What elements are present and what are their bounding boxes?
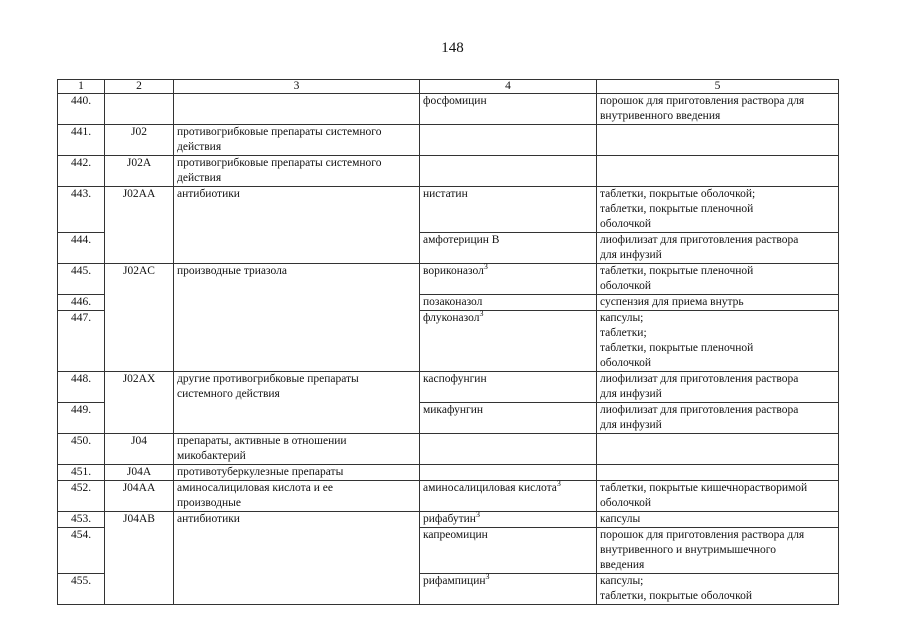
footnote-mark: 3 — [479, 309, 484, 319]
table-row — [58, 372, 839, 403]
atc-code: J04AB — [105, 512, 174, 605]
table-row — [58, 94, 839, 125]
row-number: 451. — [58, 465, 105, 481]
drug-name: каспофунгин — [420, 372, 597, 403]
atc-code: J02A — [105, 156, 174, 187]
dosage-forms — [597, 187, 839, 233]
atc-code: J02AA — [105, 187, 174, 264]
dosage-forms — [597, 512, 839, 528]
table-row — [58, 465, 839, 481]
row-number: 445. — [58, 264, 105, 295]
atc-code: J02 — [105, 125, 174, 156]
dosage-form-line: внутривенного введения — [600, 110, 721, 122]
drug-name-text: вориконазол — [423, 265, 484, 277]
dosage-forms — [597, 311, 839, 372]
group-line: аминосалициловая кислота и ее — [177, 482, 333, 494]
drug-name: позаконазол — [420, 295, 597, 311]
table-row — [58, 434, 839, 465]
atc-code: J02AC — [105, 264, 174, 372]
dosage-forms — [597, 465, 839, 481]
dosage-forms — [597, 233, 839, 264]
row-number: 440. — [58, 94, 105, 125]
drug-name-text: рифампицин — [423, 575, 486, 587]
group-name — [174, 156, 420, 187]
drug-name — [420, 264, 597, 295]
atc-code: J04AA — [105, 481, 174, 512]
dosage-form-line: оболочкой — [600, 497, 652, 509]
row-number: 447. — [58, 311, 105, 372]
group-name: производные триазола — [174, 264, 420, 372]
dosage-forms — [597, 156, 839, 187]
row-number: 454. — [58, 528, 105, 574]
group-name — [174, 372, 420, 434]
dosage-form-line: капсулы; — [600, 312, 644, 324]
group-name: антибиотики — [174, 187, 420, 264]
footnote-mark: 3 — [475, 510, 480, 520]
dosage-forms — [597, 295, 839, 311]
dosage-form-line: для инфузий — [600, 249, 662, 261]
dosage-forms — [597, 372, 839, 403]
atc-code: J02AX — [105, 372, 174, 434]
group-name — [174, 94, 420, 125]
dosage-form-line: таблетки, покрытые кишечнорастворимой — [600, 482, 808, 494]
dosage-form-line: лиофилизат для приготовления раствора — [600, 234, 799, 246]
drug-name — [420, 481, 597, 512]
dosage-forms — [597, 264, 839, 295]
header-row — [58, 80, 839, 94]
dosage-form-line: капсулы; — [600, 575, 644, 587]
drug-name: амфотерицин В — [420, 233, 597, 264]
atc-code: J04A — [105, 465, 174, 481]
group-line: системного действия — [177, 388, 280, 400]
group-line: действия — [177, 172, 222, 184]
table-row — [58, 481, 839, 512]
group-line: противогрибковые препараты системного — [177, 126, 382, 138]
group-name: антибиотики — [174, 512, 420, 605]
drug-table — [57, 79, 839, 605]
drug-name: фосфомицин — [420, 94, 597, 125]
drug-name: капреомицин — [420, 528, 597, 574]
row-number: 443. — [58, 187, 105, 233]
header-cell-3: 3 — [174, 80, 420, 94]
dosage-form-line: для инфузий — [600, 388, 662, 400]
header-cell-4: 4 — [420, 80, 597, 94]
header-cell-1: 1 — [58, 80, 105, 94]
drug-name — [420, 311, 597, 372]
row-number: 452. — [58, 481, 105, 512]
drug-name — [420, 574, 597, 605]
drug-name-text: аминосалициловая кислота — [423, 482, 557, 494]
atc-code: J04 — [105, 434, 174, 465]
row-number: 448. — [58, 372, 105, 403]
group-line: препараты, активные в отношении — [177, 435, 347, 447]
row-number: 446. — [58, 295, 105, 311]
row-number: 450. — [58, 434, 105, 465]
dosage-form-line: суспензия для приема внутрь — [600, 296, 744, 308]
dosage-form-line: оболочкой — [600, 280, 652, 292]
row-number: 455. — [58, 574, 105, 605]
table-row — [58, 187, 839, 233]
footnote-mark: 3 — [556, 479, 561, 489]
dosage-form-line: оболочкой — [600, 218, 652, 230]
group-line: другие противогрибковые препараты — [177, 373, 359, 385]
dosage-forms — [597, 574, 839, 605]
dosage-form-line: оболочкой — [600, 357, 652, 369]
drug-name-text: рифабутин — [423, 513, 476, 525]
table-row — [58, 264, 839, 295]
dosage-form-line: таблетки; — [600, 327, 647, 339]
drug-name — [420, 156, 597, 187]
row-number: 444. — [58, 233, 105, 264]
dosage-form-line: таблетки, покрытые оболочкой; — [600, 188, 756, 200]
drug-name-text: флуконазол — [423, 312, 480, 324]
row-number: 442. — [58, 156, 105, 187]
drug-name — [420, 125, 597, 156]
drug-name: микафунгин — [420, 403, 597, 434]
page-number: 148 — [441, 40, 464, 56]
group-line: производные — [177, 497, 241, 509]
row-number: 449. — [58, 403, 105, 434]
dosage-form-line: капсулы — [600, 513, 641, 525]
group-name: противотуберкулезные препараты — [174, 465, 420, 481]
dosage-form-line: таблетки, покрытые пленочной — [600, 342, 754, 354]
dosage-forms — [597, 125, 839, 156]
dosage-form-line: лиофилизат для приготовления раствора — [600, 373, 799, 385]
dosage-form-line: внутривенного и внутримышечного — [600, 544, 776, 556]
dosage-forms — [597, 481, 839, 512]
dosage-form-line: таблетки, покрытые пленочной — [600, 203, 754, 215]
group-line: действия — [177, 141, 222, 153]
dosage-form-line: таблетки, покрытые пленочной — [600, 265, 754, 277]
dosage-form-line: для инфузий — [600, 419, 662, 431]
header-cell-2: 2 — [105, 80, 174, 94]
row-number: 453. — [58, 512, 105, 528]
group-line: противогрибковые препараты системного — [177, 157, 382, 169]
dosage-form-line: таблетки, покрытые оболочкой — [600, 590, 752, 602]
table-row — [58, 156, 839, 187]
atc-code — [105, 94, 174, 125]
drug-name: нистатин — [420, 187, 597, 233]
dosage-forms — [597, 403, 839, 434]
dosage-forms — [597, 94, 839, 125]
footnote-mark: 3 — [483, 262, 488, 272]
drug-name — [420, 512, 597, 528]
group-line: микобактерий — [177, 450, 246, 462]
dosage-forms — [597, 528, 839, 574]
footnote-mark: 3 — [485, 572, 490, 582]
table-row — [58, 512, 839, 528]
dosage-form-line: введения — [600, 559, 645, 571]
drug-name — [420, 434, 597, 465]
row-number: 441. — [58, 125, 105, 156]
dosage-form-line: порошок для приготовления раствора для — [600, 529, 805, 541]
group-name — [174, 481, 420, 512]
table-row — [58, 125, 839, 156]
dosage-forms — [597, 434, 839, 465]
dosage-form-line: лиофилизат для приготовления раствора — [600, 404, 799, 416]
group-name — [174, 434, 420, 465]
dosage-form-line: порошок для приготовления раствора для — [600, 95, 805, 107]
drug-name — [420, 465, 597, 481]
header-cell-5: 5 — [597, 80, 839, 94]
group-name — [174, 125, 420, 156]
